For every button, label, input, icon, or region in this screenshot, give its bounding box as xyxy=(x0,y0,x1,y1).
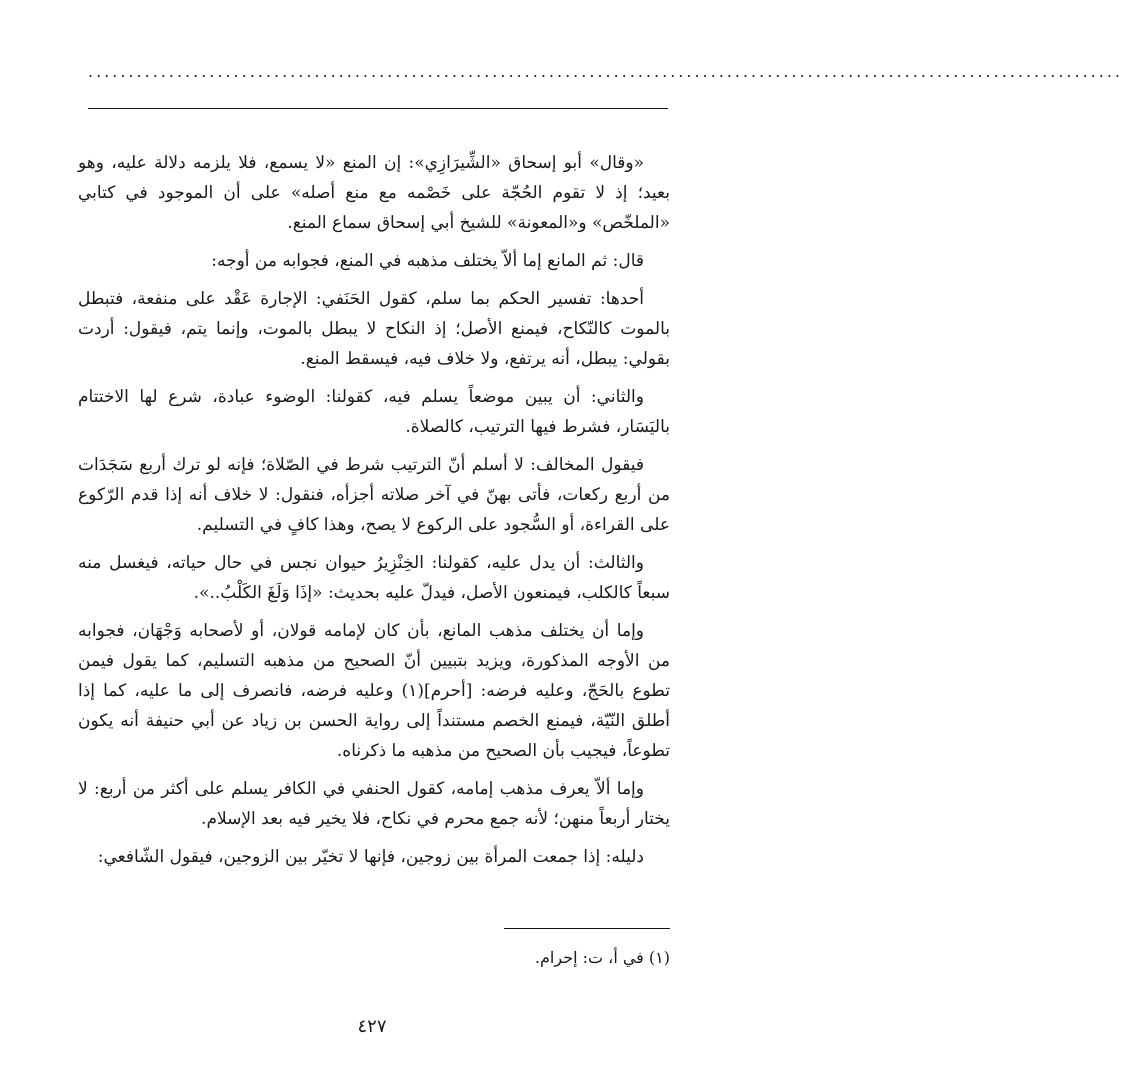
paragraph-5: فيقول المخالف: لا أسلم أنّ الترتيب شرط في الصّلاة؛ فإنه لو ترك أربع سَجَدَات من أربع ركعات، فأتى بهنّ في آخر صلاته أجزأه، فنقول: لا خلاف أنه إذا قدم الرّكوع على القراءة، أو السُّجود على الركوع لا يصح، وهذا كافٍ في التسليم. xyxy=(78,455,670,535)
paragraph-7: وإما أن يختلف مذهب المانع، بأن كان لإمامه قولان، أو لأصحابه وَجْهَان، فجوابه من الأوجه المذكورة، ويزيد بتبيين أنّ الصحيح من مذهبه التسليم، كما يقول فيمن تطوع بالحَجّ، وعليه فرضه: [أحرم](١) وعليه فرضه، فانصرف إلى ما عليه، كما إذا أطلق النّيّة، فيمنع الخصم مستنداً إلى رواية الحسن بن زياد عن أبي حنيفة أنه يكون تطوعاً، فيجيب بأن الصحيح من مذهبه ما ذكرناه. xyxy=(78,621,670,761)
paragraph-2: قال: ثم المانع إما ألاّ يختلف مذهبه في المنع، فجوابه من أوجه: xyxy=(211,251,644,271)
paragraph-9: دليله: إذا جمعت المرأة بين زوجين، فإنها لا تخيّر بين الزوجين، فيقول الشّافعي: xyxy=(97,847,644,867)
main-text xyxy=(78,148,670,880)
header-rule xyxy=(88,108,668,109)
paragraph-8: وإما ألاّ يعرف مذهب إمامه، كقول الحنفي في الكافر يسلم على أكثر من أربع: لا يختار أربعاً منهن؛ لأنه جمع محرم في نكاح، فلا يخير فيه بعد الإسلام. xyxy=(78,779,670,829)
footnote-rule xyxy=(504,928,670,929)
footnote: (١) في أ، ت: إحرام. xyxy=(534,948,670,967)
paragraph-3: أحدها: تفسير الحكم بما سلم، كقول الحَنَفي: الإجارة عَقْد على منفعة، فتبطل بالموت كالنّكاح، فيمنع الأصل؛ إذ النكاح لا يبطل بالموت، وإنما يتم، فيقول: أردت بقولي: يبطل، أنه يرتفع، ولا خلاف فيه، فيسقط المنع. xyxy=(78,289,670,369)
paragraph-1: «وقال» أبو إسحاق «الشِّيرَازِي»: إن المنع «لا يسمع، فلا يلزمه دلالة عليه، وهو بعيد؛ إذ لا تقوم الحُجّة على خَصْمه مع منع أصله» على أن الموجود في كتابي «الملخّص» و«المعونة» للشيخ أبي إسحاق سماع المنع. xyxy=(78,153,670,233)
paragraph-6: والثالث: أن يدل عليه، كقولنا: الخِنْزِيرُ حيوان نجس في حال حياته، فيغسل منه سبعاً كالكلب، فيمنعون الأصل، فيدلّ عليه بحديث: «إذَا وَلَغَ الكَلْبُ..». xyxy=(78,553,670,603)
header-dotted-line: ................................................................................................................................ xyxy=(88,62,1123,81)
page-number: ٤٢٧ xyxy=(357,1016,387,1037)
paragraph-4: والثاني: أن يبين موضعاً يسلم فيه، كقولنا: الوضوء عبادة، شرع لها الاختتام باليَسَار، فشرط فيها الترتيب، كالصلاة. xyxy=(78,387,670,437)
